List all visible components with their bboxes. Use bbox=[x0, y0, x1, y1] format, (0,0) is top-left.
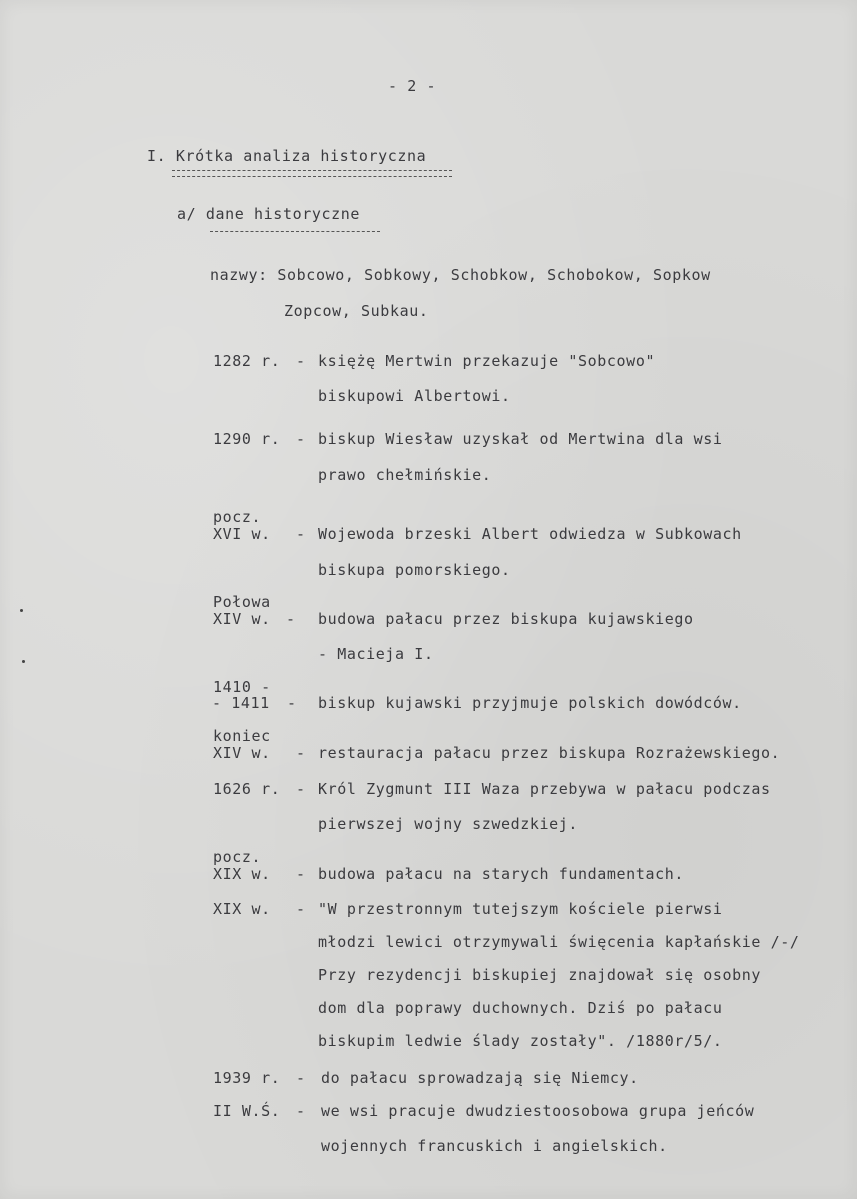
entry-text-line: we wsi pracuje dwudziestoosobowa grupa jeńców bbox=[321, 1102, 755, 1120]
entry-date: XVI w. bbox=[213, 525, 271, 543]
entry-dash: - bbox=[296, 430, 306, 448]
entry-text-line: "W przestronnym tutejszym kościele pierwsi bbox=[318, 900, 723, 918]
entry-dash: - bbox=[296, 525, 306, 543]
subsection-title-underline bbox=[210, 231, 380, 232]
subsection-title: a/ dane historyczne bbox=[177, 205, 360, 223]
entry-text-line: biskup kujawski przyjmuje polskich dowódców. bbox=[318, 694, 742, 712]
names-line-2: Zopcow, Subkau. bbox=[284, 302, 429, 320]
entry-date: XIV w. bbox=[213, 744, 271, 762]
entry-dash: - bbox=[287, 694, 297, 712]
entry-text-line: restauracja pałacu przez biskupa Rozrażewskiego. bbox=[318, 744, 781, 762]
page-number: - 2 - bbox=[388, 77, 437, 95]
entry-date: II W.Ś. bbox=[213, 1102, 281, 1120]
entry-date: 1410 - bbox=[213, 678, 271, 696]
margin-speck bbox=[22, 660, 25, 663]
entry-text-line: budowa pałacu przez biskupa kujawskiego bbox=[318, 610, 694, 628]
entry-text-line: wojennych francuskich i angielskich. bbox=[321, 1137, 668, 1155]
entry-dash: - bbox=[296, 1102, 306, 1120]
entry-text-line: Wojewoda brzeski Albert odwiedza w Subkowach bbox=[318, 525, 742, 543]
names-line-1: nazwy: Sobcowo, Sobkowy, Schobkow, Schobokow, Sopkow bbox=[210, 266, 711, 284]
entry-text-line: młodzi lewici otrzymywali święcenia kapłańskie /-/ bbox=[318, 933, 800, 951]
entry-text-line: do pałacu sprowadzają się Niemcy. bbox=[321, 1069, 639, 1087]
entry-dash: - bbox=[296, 1069, 306, 1087]
entry-text-line: dom dla poprawy duchownych. Dziś po pałacu bbox=[318, 999, 723, 1017]
section-title: I. Krótka analiza historyczna bbox=[147, 147, 427, 165]
entry-dash: - bbox=[296, 780, 306, 798]
entry-date: pocz. bbox=[213, 508, 262, 526]
entry-text-line: biskup Wiesław uzyskał od Mertwina dla wsi bbox=[318, 430, 723, 448]
entry-text-line: biskupa pomorskiego. bbox=[318, 561, 511, 579]
entry-date: XIX w. bbox=[213, 900, 271, 918]
entry-dash: - bbox=[296, 900, 306, 918]
section-title-double-underline bbox=[172, 170, 452, 177]
entry-date: - 1411 bbox=[212, 694, 270, 712]
margin-speck bbox=[20, 609, 23, 612]
entry-text-line: pierwszej wojny szwedzkiej. bbox=[318, 815, 579, 833]
entry-date: 1282 r. bbox=[213, 352, 281, 370]
entry-text-line: budowa pałacu na starych fundamentach. bbox=[318, 865, 684, 883]
entry-date: XIV w. bbox=[213, 610, 271, 628]
entry-date: pocz. bbox=[213, 848, 262, 866]
entry-date: Połowa bbox=[213, 593, 271, 611]
entry-dash: - bbox=[296, 865, 306, 883]
entry-text-line: prawo chełmińskie. bbox=[318, 466, 492, 484]
entry-date: XIX w. bbox=[213, 865, 271, 883]
entry-date: 1939 r. bbox=[213, 1069, 281, 1087]
entry-text-line: Przy rezydencji biskupiej znajdował się osobny bbox=[318, 966, 762, 984]
entry-date: koniec bbox=[213, 727, 271, 745]
entry-date: 1290 r. bbox=[213, 430, 281, 448]
entry-text-line: księżę Mertwin przekazuje "Sobcowo" bbox=[318, 352, 656, 370]
entry-dash: - bbox=[296, 352, 306, 370]
entry-dash: - bbox=[286, 610, 296, 628]
entry-text-line: biskupim ledwie ślady zostały". /1880r/5/. bbox=[318, 1032, 723, 1050]
entry-text-line: Król Zygmunt III Waza przebywa w pałacu podczas bbox=[318, 780, 771, 798]
entry-text-line: - Macieja I. bbox=[318, 645, 434, 663]
entry-dash: - bbox=[296, 744, 306, 762]
entry-date: 1626 r. bbox=[213, 780, 281, 798]
entry-text-line: biskupowi Albertowi. bbox=[318, 387, 511, 405]
